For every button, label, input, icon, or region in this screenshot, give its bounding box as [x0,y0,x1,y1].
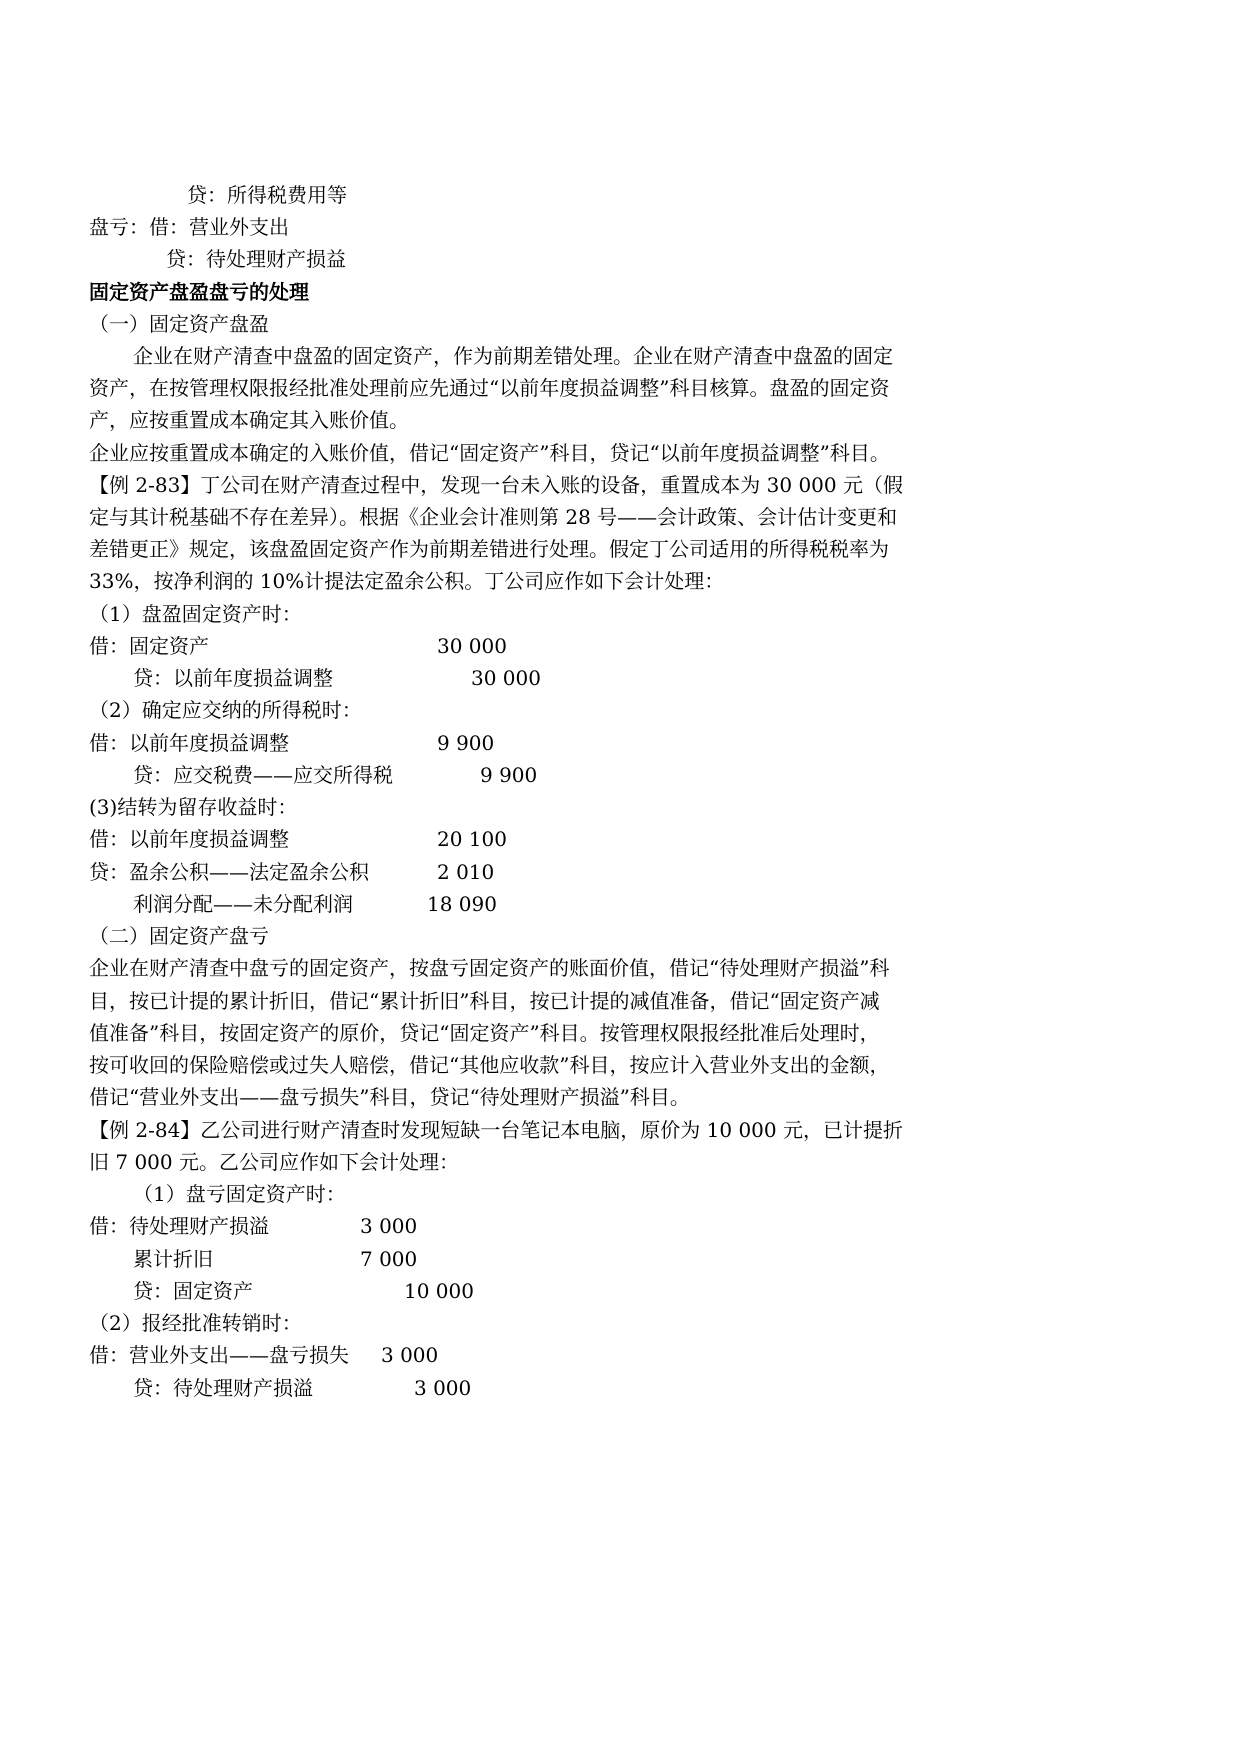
paragraph-line: 企业在财产清查中盘亏的固定资产，按盘亏固定资产的账面价值，借记“待处理财产损溢”科 [89,956,890,980]
text-line: 贷：所得税费用等 [187,183,347,207]
paragraph-line: 企业在财产清查中盘盈的固定资产，作为前期差错处理。企业在财产清查中盘盈的固定 [133,344,893,368]
journal-entry-line: 贷：固定资产 [133,1279,253,1303]
example-line: 差错更正》规定，该盘盈固定资产作为前期差错进行处理。假定丁公司适用的所得税税率为 [89,537,889,561]
journal-entry-line: 累计折旧 [133,1247,213,1271]
amount: 10 000 [404,1279,474,1303]
step-heading: (3)结转为留存收益时： [89,795,298,819]
paragraph-line: 值准备”科目，按固定资产的原价，贷记“固定资产”科目。按管理权限报经批准后处理时， [89,1021,880,1045]
journal-entry-line: 借：以前年度损益调整 [89,731,289,755]
amount: 3 000 [381,1343,439,1367]
section-heading: 固定资产盘盈盘亏的处理 [89,280,309,304]
amount: 30 000 [471,666,541,690]
paragraph-line: 借记“营业外支出——盘亏损失”科目，贷记“待处理财产损溢”科目。 [89,1085,690,1109]
paragraph-line: 企业应按重置成本确定的入账价值，借记“固定资产”科目，贷记“以前年度损益调整”科目。 [89,441,890,465]
journal-entry-line: 贷：待处理财产损溢 [133,1376,313,1400]
amount: 7 000 [360,1247,418,1271]
amount: 3 000 [414,1376,472,1400]
journal-entry-line: 贷：盈余公积——法定盈余公积 [89,860,369,884]
paragraph-line: 产，应按重置成本确定其入账价值。 [89,408,409,432]
journal-entry-line: 贷：以前年度损益调整 [133,666,333,690]
step-heading: （2）确定应交纳的所得税时： [89,698,362,722]
paragraph-line: 资产，在按管理权限报经批准处理前应先通过“以前年度损益调整”科目核算。盘盈的固定资 [89,376,890,400]
subsection-heading: （一）固定资产盘盈 [89,312,269,336]
text-line: 贷：待处理财产损益 [166,247,346,271]
example-line: 33%，按净利润的 10%计提法定盈余公积。丁公司应作如下会计处理： [89,569,725,593]
step-heading: （2）报经批准转销时： [89,1311,302,1335]
amount: 30 000 [437,634,507,658]
journal-entry-line: 借：营业外支出——盘亏损失 [89,1343,349,1367]
journal-entry-line: 借：以前年度损益调整 [89,827,289,851]
text-line: 盘亏：借：营业外支出 [89,215,289,239]
journal-entry-line: 贷：应交税费——应交所得税 [133,763,393,787]
amount: 9 900 [437,731,495,755]
paragraph-line: 目，按已计提的累计折旧，借记“累计折旧”科目，按已计提的减值准备，借记“固定资产减 [89,989,880,1013]
example-line: 【例 2-84】乙公司进行财产清查时发现短缺一台笔记本电脑，原价为 10 000 元，已计提折 [89,1118,903,1142]
amount: 3 000 [360,1214,418,1238]
example-line: 定与其计税基础不存在差异）。根据《企业会计准则第 28 号——会计政策、会计估计变更和 [89,505,898,529]
step-heading: （1）盘亏固定资产时： [133,1182,346,1206]
step-heading: （1）盘盈固定资产时： [89,602,302,626]
amount: 18 090 [427,892,497,916]
paragraph-line: 按可收回的保险赔偿或过失人赔偿，借记“其他应收款”科目，按应计入营业外支出的金额， [89,1053,890,1077]
amount: 20 100 [437,827,507,851]
example-line: 旧 7 000 元。乙公司应作如下会计处理： [89,1150,459,1174]
amount: 9 900 [480,763,538,787]
subsection-heading: （二）固定资产盘亏 [89,924,269,948]
journal-entry-line: 利润分配——未分配利润 [133,892,353,916]
journal-entry-line: 借：固定资产 [89,634,209,658]
example-line: 【例 2-83】丁公司在财产清查过程中，发现一台未入账的设备，重置成本为 30 000 元（假 [89,473,903,497]
amount: 2 010 [437,860,495,884]
journal-entry-line: 借：待处理财产损溢 [89,1214,269,1238]
